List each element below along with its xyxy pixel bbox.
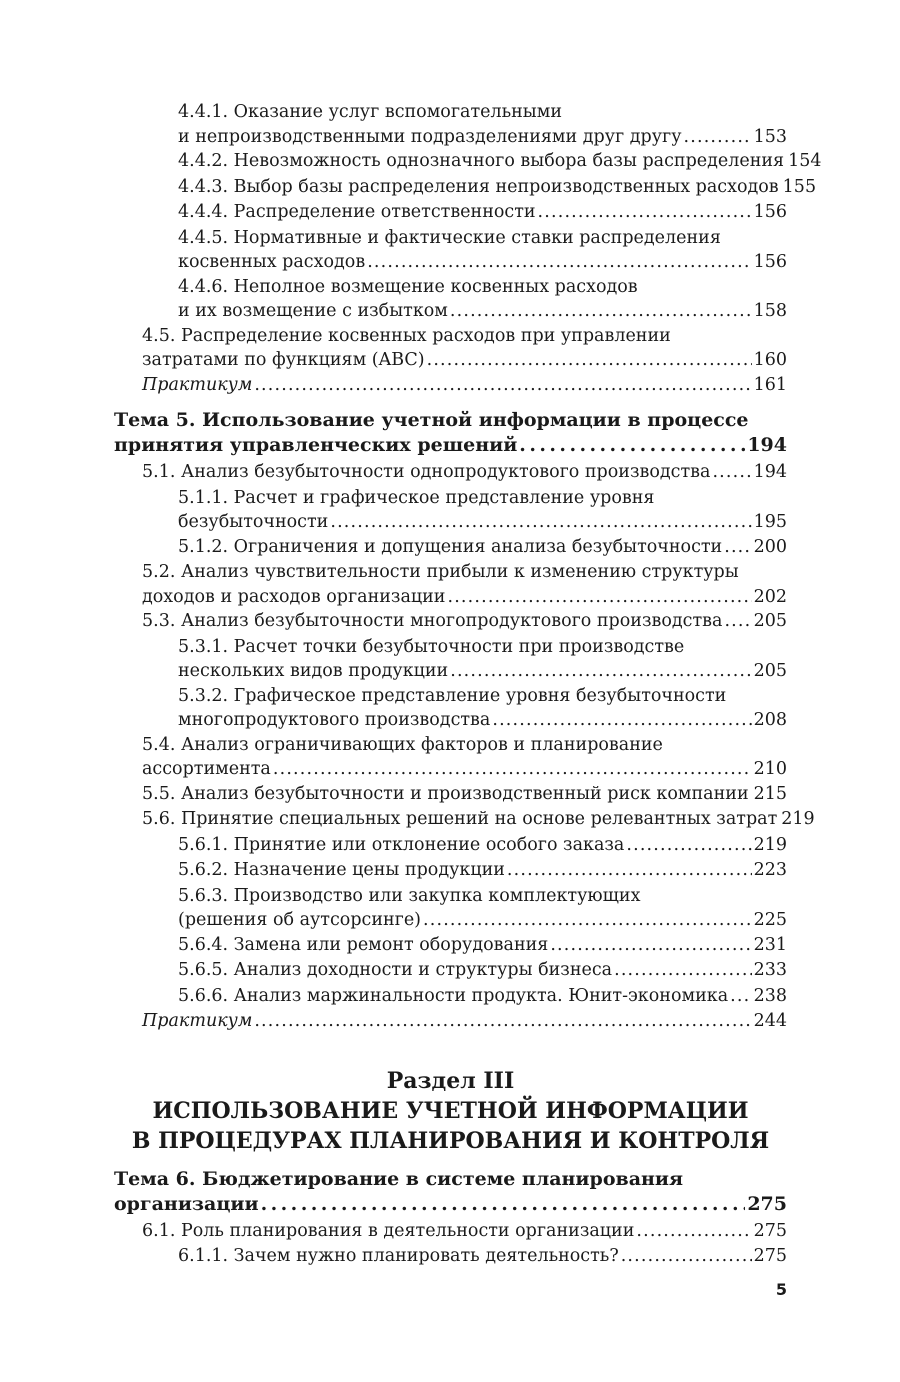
toc-page-number: 225: [753, 910, 787, 930]
toc-entry-title: (решения об аутсорсинге): [178, 910, 422, 930]
toc-entry: [114, 635, 787, 684]
toc-entry-text: [178, 226, 787, 275]
toc-entry-line: 5.3.1. Расчет точки безубыточности при производстве: [178, 636, 685, 657]
toc-entry-line: [142, 757, 787, 782]
toc-entry-line: [178, 984, 787, 1009]
dot-leader: [724, 609, 751, 634]
toc-entry: [114, 200, 787, 225]
toc-entry-title: нескольких видов продукции: [178, 661, 449, 681]
toc-entry-line: [142, 609, 787, 634]
dot-leader: [614, 958, 751, 983]
toc-entry-line: 4.4.1. Оказание услуг вспомогательными: [178, 102, 562, 122]
toc-entry-title: 5.6.4. Замена или ремонт оборудования: [178, 934, 549, 955]
toc-entry: [114, 324, 787, 373]
toc-page-number: 275: [747, 1192, 787, 1215]
toc-entry: [114, 486, 787, 535]
toc-entry-line: [142, 585, 787, 610]
toc-entry: [114, 100, 787, 149]
toc-entry: [114, 1009, 787, 1034]
toc-entry: [114, 984, 787, 1009]
toc-page-number: 205: [753, 661, 787, 681]
toc-entry: [114, 782, 787, 807]
toc-entry-text: [178, 149, 822, 174]
dot-leader: [254, 373, 751, 398]
toc-page-number: 233: [753, 960, 787, 980]
toc-page-number: 194: [753, 462, 787, 482]
dot-leader: [550, 933, 751, 958]
dot-leader: [507, 858, 752, 883]
toc-entry-title: 5.5. Анализ безубыточности и производственный риск компании: [142, 783, 749, 804]
toc-entry-line: [178, 659, 787, 684]
toc-entry-text: [178, 958, 787, 983]
toc-entry: [114, 149, 822, 174]
toc-entry-line: 4.4.6. Неполное возмещение косвенных расходов: [178, 276, 638, 297]
dot-leader: [330, 510, 751, 535]
toc-entry-line: 5.4. Анализ ограничивающих факторов и планирование: [142, 734, 663, 755]
toc-entry-line: [178, 908, 787, 933]
toc-entry-line: Тема 6. Бюджетирование в системе планирования: [114, 1167, 684, 1190]
toc-page-number: 195: [753, 512, 787, 532]
toc-entry-title: и их возмещение с избытком: [178, 301, 448, 321]
toc-page-number: 275: [753, 1220, 787, 1241]
dot-leader: [427, 348, 752, 373]
toc-entry-text: [142, 560, 787, 609]
toc-page-number: 160: [753, 350, 787, 370]
toc-entry-text: [178, 275, 787, 324]
toc-entry-title: 5.6.1. Принятие или отклонение особого заказа: [178, 834, 625, 855]
toc-entry-line: 5.2. Анализ чувствительности прибыли к изменению структуры: [142, 562, 739, 582]
toc-entry-text: [178, 984, 787, 1009]
toc-entry-line: [142, 1009, 787, 1034]
toc-entry-text: [178, 175, 817, 200]
toc-entry-line: 5.3.2. Графическое представление уровня безубыточности: [178, 685, 727, 706]
toc-entry: [114, 175, 817, 200]
dot-leader: [538, 200, 752, 225]
toc-entry-text: [178, 933, 787, 958]
toc-page-number: 153: [753, 126, 787, 147]
toc-entry: [114, 535, 787, 560]
toc-entry-line: [178, 933, 787, 958]
toc-entry-text: [142, 373, 787, 398]
dot-leader: [367, 250, 751, 275]
toc-entry-title: 5.6. Принятие специальных решений на основе релевантных затрат: [142, 809, 778, 829]
toc-page-number: 231: [753, 934, 787, 955]
section-heading: [114, 1066, 787, 1156]
toc-entry-line: [178, 125, 787, 150]
toc-entry-line: [178, 535, 787, 560]
toc-entry-text: [142, 1009, 787, 1034]
dot-leader: [254, 1009, 751, 1034]
toc-entry-title: 4.4.3. Выбор базы распределения непроизводственных расходов: [178, 176, 779, 197]
dot-leader: [450, 299, 752, 324]
toc-entry: [114, 833, 787, 858]
toc-entry-line: [178, 200, 787, 225]
toc-page-number: 161: [753, 374, 787, 395]
section-heading-line: В ПРОЦЕДУРАХ ПЛАНИРОВАНИЯ И КОНТРОЛЯ: [131, 1127, 770, 1154]
toc-entry: [114, 933, 787, 958]
toc-entry-text: [178, 858, 787, 883]
toc-entry-line: [178, 833, 787, 858]
toc-entry-title: 6.1.1. Зачем нужно планировать деятельность?: [178, 1246, 619, 1266]
toc-entry: [114, 733, 787, 782]
toc-page-number: 219: [781, 809, 815, 829]
toc-entry-line: [178, 958, 787, 983]
toc-entry: [114, 684, 787, 733]
toc-entry-line: [178, 175, 817, 200]
toc-entry-text: [178, 635, 787, 684]
toc-entry: [114, 373, 787, 398]
toc-entry-title: 5.1.2. Ограничения и допущения анализа безубыточности: [178, 536, 723, 557]
toc-entry-line: [178, 708, 787, 733]
toc-entry: [114, 226, 787, 275]
dot-leader: [712, 460, 751, 485]
toc-entry-line: 4.4.5. Нормативные и фактические ставки распределения: [178, 227, 721, 248]
toc-page-number: 156: [753, 252, 787, 272]
toc-entry-title: 6.1. Роль планирования в деятельности организации: [142, 1220, 635, 1241]
dot-leader: [447, 585, 751, 610]
dot-leader: [450, 659, 751, 684]
toc-page-number: 156: [753, 202, 787, 222]
toc-entry-text: [178, 200, 787, 225]
toc-entry: [114, 460, 787, 485]
toc-page-number: 158: [753, 301, 787, 321]
toc-entry-line: [178, 1244, 787, 1269]
toc-entry-title: Практикум: [142, 374, 253, 395]
toc-entry-text: [142, 609, 787, 634]
toc-entry: [114, 958, 787, 983]
section-heading-line: ИСПОЛЬЗОВАНИЕ УЧЕТНОЙ ИНФОРМАЦИИ: [152, 1097, 749, 1124]
toc-entry-line: [178, 299, 787, 324]
toc-entry-text: [178, 486, 787, 535]
toc-entry-line: [114, 433, 787, 458]
dot-leader: [261, 1192, 746, 1217]
page-number: 5: [775, 1280, 787, 1299]
toc-entry-text: [178, 684, 787, 733]
toc-entry: [114, 807, 815, 832]
toc-entry-line: [142, 782, 787, 807]
toc-page-number: 202: [753, 586, 787, 607]
toc-entry-text: [114, 408, 787, 458]
toc-entry-line: [142, 1219, 787, 1244]
toc-entry-text: [142, 782, 787, 807]
toc-page-number: 219: [753, 834, 787, 855]
toc-entry-title: безубыточности: [178, 512, 329, 532]
dot-leader: [626, 833, 751, 858]
toc-entry-title: доходов и расходов организации: [142, 586, 446, 607]
dot-leader: [519, 433, 745, 458]
toc-entry-text: [142, 324, 787, 373]
toc-entry-line: [178, 510, 787, 535]
toc-entry-title: 5.6.2. Назначение цены продукции: [178, 860, 505, 880]
toc-entry-line: [178, 250, 787, 275]
dot-leader: [273, 757, 752, 782]
toc-entry-line: 4.5. Распределение косвенных расходов при управлении: [142, 325, 671, 346]
toc-entry-text: [178, 884, 787, 933]
toc-entry-title: ассортимента: [142, 759, 271, 779]
toc-page-number: 223: [753, 860, 787, 880]
toc-entry-line: [142, 348, 787, 373]
toc-entry-title: многопродуктового производства: [178, 710, 491, 730]
dot-leader: [684, 125, 752, 150]
toc-page-number: 200: [753, 536, 787, 557]
toc-entry: [114, 1244, 787, 1269]
toc-entry-title: косвенных расходов: [178, 252, 366, 272]
toc-entry-text: [178, 100, 787, 149]
toc-entry-line: Тема 5. Использование учетной информации в процессе: [114, 409, 749, 431]
toc-page-number: 205: [753, 611, 787, 631]
toc-entry: [114, 560, 787, 609]
toc-entry: [114, 275, 787, 324]
toc-entry-text: [114, 1167, 787, 1217]
dot-leader: [621, 1244, 752, 1269]
toc-entry-title: 5.1. Анализ безубыточности однопродуктового производства: [142, 462, 711, 482]
toc-entry-title: 4.4.4. Распределение ответственности: [178, 202, 536, 222]
toc-entry-line: [142, 807, 815, 832]
toc-entry-text: [142, 733, 787, 782]
toc-entry-title: 5.6.6. Анализ маржинальности продукта. Юнит-экономика: [178, 985, 729, 1006]
toc-entry: [114, 858, 787, 883]
toc-page-number: 194: [747, 434, 787, 456]
table-of-contents: [114, 100, 822, 1270]
toc-entry: [114, 884, 787, 933]
toc-page-number: 208: [753, 710, 787, 730]
toc-page-number: 154: [788, 151, 822, 171]
toc-entry-title: и непроизводственными подразделениями друг другу: [178, 126, 682, 147]
toc-entry-text: [142, 1219, 787, 1244]
dot-leader: [636, 1219, 751, 1244]
toc-page-number: 210: [753, 759, 787, 779]
dot-leader: [492, 708, 751, 733]
toc-entry-line: 5.1.1. Расчет и графическое представление уровня: [178, 487, 655, 508]
toc-entry-line: [142, 373, 787, 398]
toc-entry-title: 5.3. Анализ безубыточности многопродуктового производства: [142, 611, 723, 631]
toc-topic: [114, 408, 787, 458]
section-heading-line: Раздел III: [386, 1067, 515, 1094]
toc-entry-text: [142, 460, 787, 485]
toc-page-number: 244: [753, 1011, 787, 1031]
toc-entry-text: [178, 535, 787, 560]
toc-entry-text: [142, 807, 815, 832]
toc-entry-line: [178, 858, 787, 883]
toc-entry-title: принятия управленческих решений: [114, 434, 518, 456]
toc-page-number: 238: [753, 985, 787, 1006]
toc-entry-title: 4.4.2. Невозможность однозначного выбора базы распределения: [178, 151, 785, 171]
dot-leader: [423, 908, 752, 933]
dot-leader: [751, 782, 752, 807]
toc-entry-title: 5.6.5. Анализ доходности и структуры бизнеса: [178, 960, 613, 980]
dot-leader: [730, 984, 751, 1009]
toc-entry-title: затратами по функциям (ABC): [142, 350, 425, 370]
toc-page-number: 215: [753, 783, 787, 804]
toc-entry: [114, 1219, 787, 1244]
toc-topic: [114, 1167, 787, 1217]
toc-entry-text: [178, 1244, 787, 1269]
toc-entry-line: [178, 149, 822, 174]
toc-entry-line: 5.6.3. Производство или закупка комплектующих: [178, 885, 641, 906]
toc-entry-line: [114, 1192, 787, 1217]
toc-entry-title: организации: [114, 1192, 259, 1215]
toc-entry-line: [142, 460, 787, 485]
toc-page-number: 155: [782, 176, 817, 197]
toc-entry-title: Практикум: [142, 1011, 253, 1031]
toc-entry-text: [178, 833, 787, 858]
dot-leader: [724, 535, 751, 560]
toc-page-number: 275: [753, 1246, 787, 1266]
toc-entry: [114, 609, 787, 634]
